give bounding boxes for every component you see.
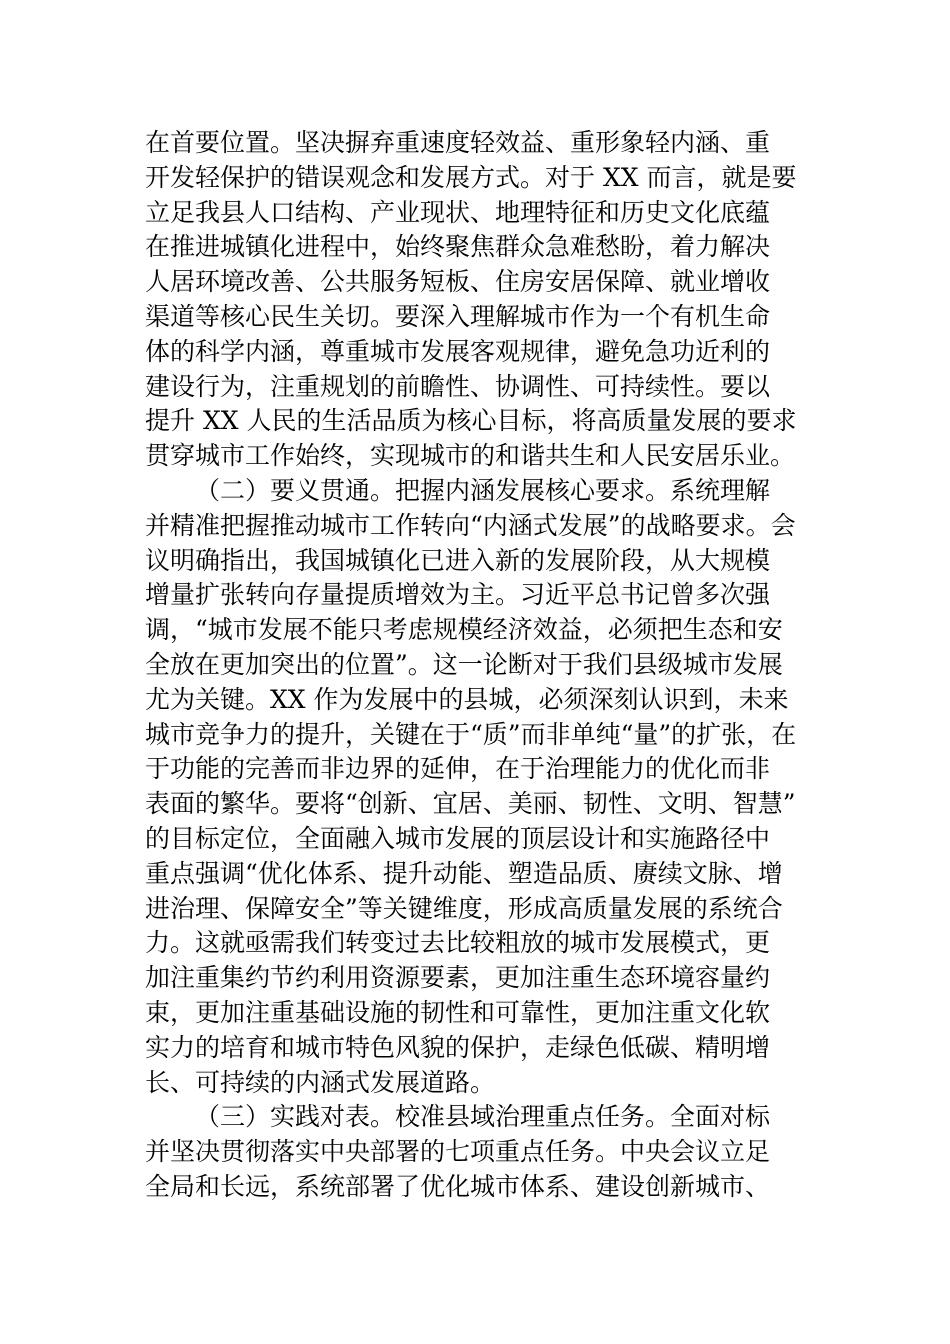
text-line: 人居环境改善、公共服务短板、住房安居保障、就业增收 [145, 267, 771, 297]
text-line: 议明确指出，我国城镇化已进入新的发展阶段，从大规模 [145, 545, 771, 575]
text-line: 提升 XX 人民的生活品质为核心目标，将高质量发展的要求 [145, 406, 797, 436]
text-line: 长、可持续的内涵式发展道路。 [145, 1067, 496, 1097]
text-line: 在推进城镇化进程中，始终聚焦群众急难愁盼，着力解决 [145, 232, 771, 262]
body-text [145, 126, 810, 1205]
text-line: 体的科学内涵，尊重城市发展客观规律，避免急功近利的 [145, 336, 771, 366]
text-line: 城市竞争力的提升，关键在于“质”而非单纯“量”的扩张，在 [145, 719, 797, 749]
text-line: 力。这就亟需我们转变过去比较粗放的城市发展模式，更 [145, 928, 771, 958]
text-line: 束，更加注重基础设施的韧性和可靠性，更加注重文化软 [145, 997, 771, 1027]
text-line: 建设行为，注重规划的前瞻性、协调性、可持续性。要以 [145, 371, 771, 401]
text-line: 立足我县人口结构、产业现状、地理特征和历史文化底蕴 [145, 197, 771, 227]
text-line: 并精准把握推动城市工作转向“内涵式发展”的战略要求。会 [145, 510, 796, 540]
section-heading-line: （三）实践对表。校准县域治理重点任务。全面对标 [195, 1102, 771, 1132]
text-line: 于功能的完善而非边界的延伸，在于治理能力的优化而非 [145, 754, 771, 784]
text-line: 尤为关键。XX 作为发展中的县城，必须深刻认识到，未来 [145, 684, 789, 714]
text-line: 全放在更加突出的位置”。这一论断对于我们县级城市发展 [145, 649, 783, 679]
text-line: 进治理、保障安全”等关键维度，形成高质量发展的系统合 [145, 893, 783, 923]
text-line: 渠道等核心民生关切。要深入理解城市作为一个有机生命 [145, 301, 771, 331]
text-line: 全局和长远，系统部署了优化城市体系、建设创新城市、 [145, 1171, 771, 1201]
text-line: 贯穿城市工作始终，实现城市的和谐共生和人民安居乐业。 [145, 441, 796, 471]
text-line: 重点强调“优化体系、提升动能、塑造品质、赓续文脉、增 [145, 858, 783, 888]
text-line: 开发轻保护的错误观念和发展方式。对于 XX 而言，就是要 [145, 162, 797, 192]
text-line: 表面的繁华。要将“创新、宜居、美丽、韧性、文明、智慧” [145, 789, 796, 819]
text-line: 加注重集约节约利用资源要素，更加注重生态环境容量约 [145, 963, 771, 993]
text-line: 并坚决贯彻落实中央部署的七项重点任务。中央会议立足 [145, 1137, 771, 1167]
text-line: 实力的培育和城市特色风貌的保护，走绿色低碳、精明增 [145, 1032, 771, 1062]
text-line: 增量扩张转向存量提质增效为主。习近平总书记曾多次强 [145, 580, 771, 610]
text-line: 的目标定位，全面融入城市发展的顶层设计和实施路径中 [145, 823, 771, 853]
section-heading-line: （二）要义贯通。把握内涵发展核心要求。系统理解 [195, 475, 771, 505]
text-line: 在首要位置。坚决摒弃重速度轻效益、重形象轻内涵、重 [145, 128, 771, 157]
text-line: 调，“城市发展不能只考虑规模经济效益，必须把生态和安 [145, 615, 783, 645]
